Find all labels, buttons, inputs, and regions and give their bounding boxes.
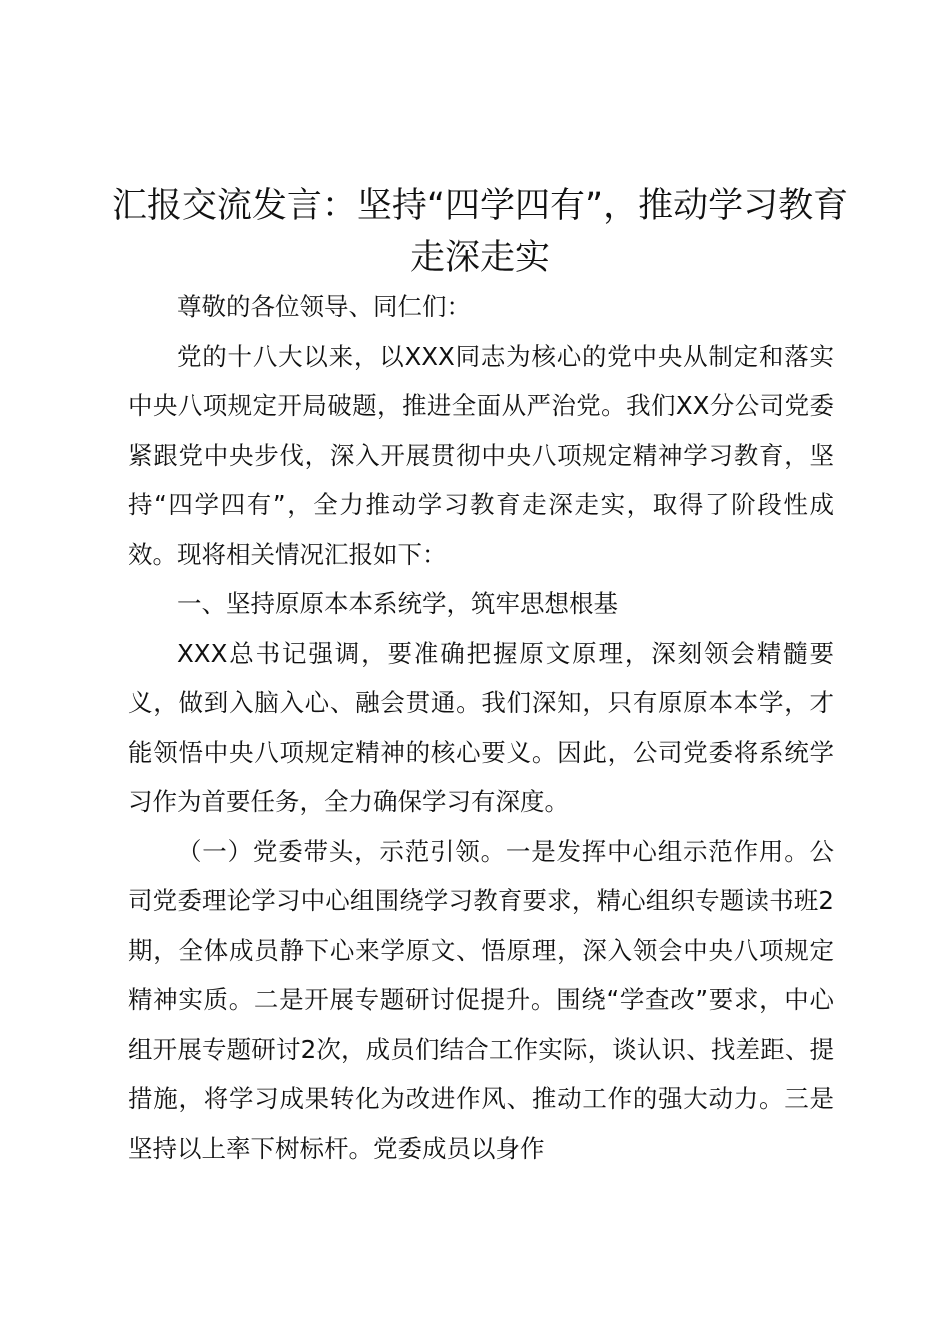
- paragraph-subsection-1: （一）党委带头，示范引领。一是发挥中心组示范作用。公司党委理论学习中心组围绕学习教育要求，精心组织专题读书班2期，全体成员静下心来学原文、悟原理，深入领会中央八项规定精神实质。二是开展专题研讨促提升。围绕“学查改”要求，中心组开展专题研讨2次，成员们结合工作实际，谈认识、找差距、提措施，将学习成果转化为改进作风、推动工作的强大动力。三是坚持以上率下树标杆。党委成员以身作: [128, 836, 834, 1163]
- salutation: 尊敬的各位领导、同仁们：: [177, 292, 471, 321]
- document-body: [128, 282, 834, 1173]
- section-heading-1: 一、坚持原原本本系统学，筑牢思想根基: [177, 589, 618, 618]
- document-title: 汇报交流发言：坚持“四学四有”，推动学习教育走深走实: [111, 186, 849, 278]
- paragraph-section-1: XXX总书记强调，要准确把握原文原理，深刻领会精髓要义，做到入脑入心、融会贯通。我们深知，只有原原本本学，才能领悟中央八项规定精神的核心要义。因此，公司党委将系统学习作为首要任务，全力确保学习有深度。: [128, 638, 834, 816]
- paragraph-intro: 党的十八大以来，以XXX同志为核心的党中央从制定和落实中央八项规定开局破题，推进全面从严治党。我们XX分公司党委紧跟党中央步伐，深入开展贯彻中央八项规定精神学习教育，坚持“四学四有”，全力推动学习教育走深走实，取得了阶段性成效。现将相关情况汇报如下：: [128, 341, 834, 569]
